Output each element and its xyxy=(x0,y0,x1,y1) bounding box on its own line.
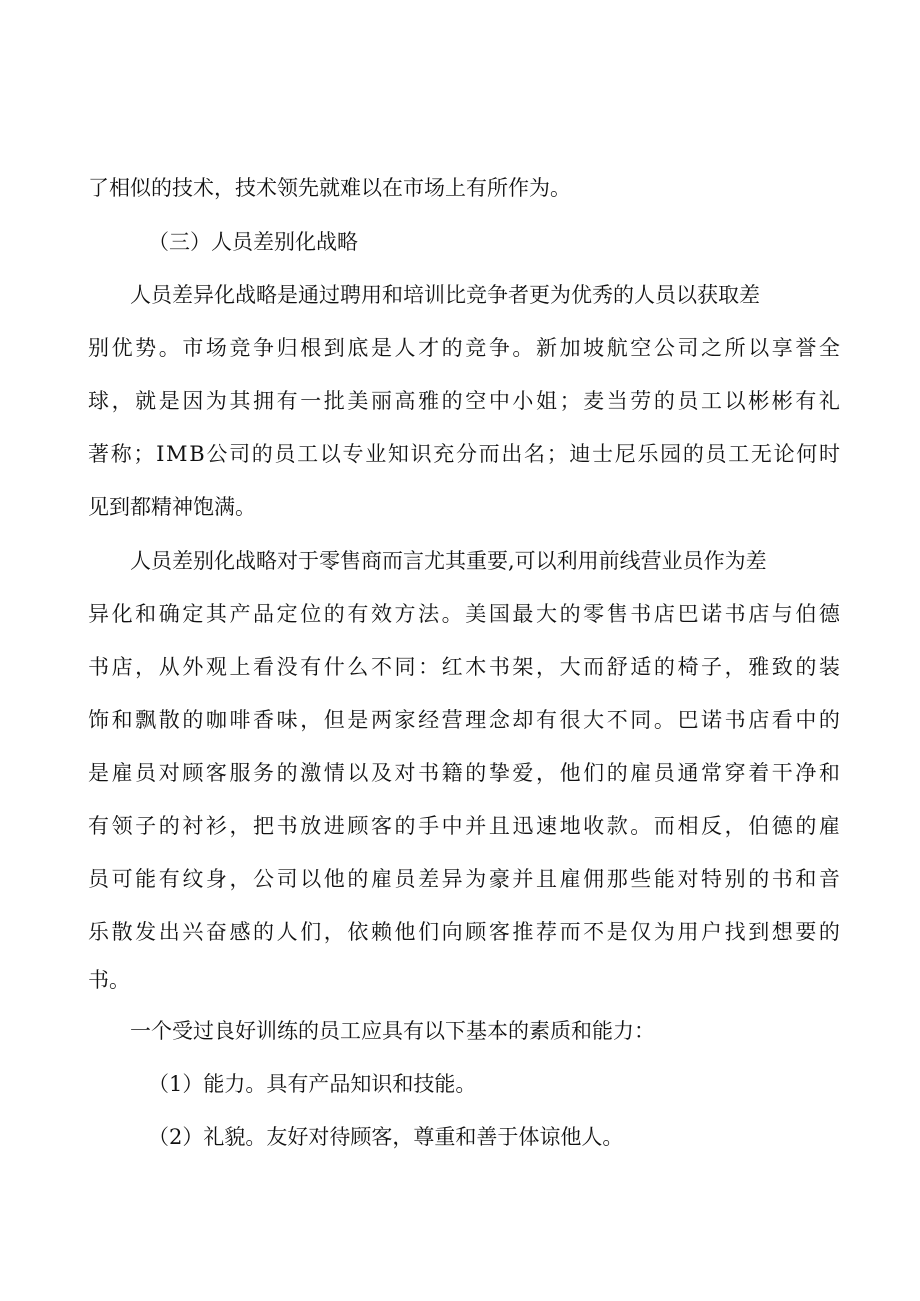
list-item-1: （1）能力。具有产品知识和技能。 xyxy=(148,1072,477,1096)
text-line-10: 书 店 ， 从 外 观 上 看 没 有 什 么 不 同 ： 红 木 书 架 ， 大 而 舒 适 的 椅 子 ， 雅 致 的 装 xyxy=(88,655,840,679)
list-item-2: （2）礼貌。友好对待顾客，尊重和善于体谅他人。 xyxy=(148,1125,624,1149)
text-line-17: 一个受过良好训练的员工应具有以下基本的素质和能力： xyxy=(130,1019,655,1043)
text-line-6: 著 称 ； I M B 公 司 的 员 工 以 专 业 知 识 充 分 而 出 名 ； 迪 士 尼 乐 园 的 员 工 无 论 何 时 xyxy=(88,442,840,466)
text-line-14: 员 可 能 有 纹 身 ， 公 司 以 他 的 雇 员 差 异 为 豪 并 且 雇 佣 那 些 能 对 特 别 的 书 和 音 xyxy=(88,867,840,891)
text-line-16: 书。 xyxy=(88,968,130,992)
text-line-9: 异 化 和 确 定 其 产 品 定 位 的 有 效 方 法 。 美 国 最 大 的 零 售 书 店 巴 诺 书 店 与 伯 德 xyxy=(88,602,840,626)
text-line-7: 见到都精神饱满。 xyxy=(88,495,256,519)
text-line-8: 人员差别化战略对于零售商而言尤其重要,可以利用前线营业员作为差 xyxy=(130,549,767,573)
text-line-4: 别 优 势 。 市 场 竞 争 归 根 到 底 是 人 才 的 竞 争 。 新 加 坡 航 空 公 司 之 所 以 享 誉 全 xyxy=(88,336,840,360)
text-line-3: 人员差异化战略是通过聘用和培训比竞争者更为优秀的人员以获取差 xyxy=(130,283,760,307)
text-line-5: 球 ， 就 是 因 为 其 拥 有 一 批 美 丽 高 雅 的 空 中 小 姐 ； 麦 当 劳 的 员 工 以 彬 彬 有 礼 xyxy=(88,389,840,413)
text-line-1: 了相似的技术，技术领先就难以在市场上有所作为。 xyxy=(88,176,571,200)
text-line-13: 有 领 子 的 衬 衫 ， 把 书 放 进 顾 客 的 手 中 并 且 迅 速 地 收 款 。 而 相 反 ， 伯 德 的 雇 xyxy=(88,814,840,838)
text-line-15: 乐 散 发 出 兴 奋 感 的 人 们 ， 依 赖 他 们 向 顾 客 推 荐 而 不 是 仅 为 用 户 找 到 想 要 的 xyxy=(88,920,840,944)
text-line-11: 饰 和 飘 散 的 咖 啡 香 味 ， 但 是 两 家 经 营 理 念 却 有 很 大 不 同 。 巴 诺 书 店 看 中 的 xyxy=(88,708,840,732)
text-line-12: 是 雇 员 对 顾 客 服 务 的 激 情 以 及 对 书 籍 的 挚 爱 ， 他 们 的 雇 员 通 常 穿 着 干 净 和 xyxy=(88,761,840,785)
section-heading: （三）人员差别化战略 xyxy=(148,230,358,254)
